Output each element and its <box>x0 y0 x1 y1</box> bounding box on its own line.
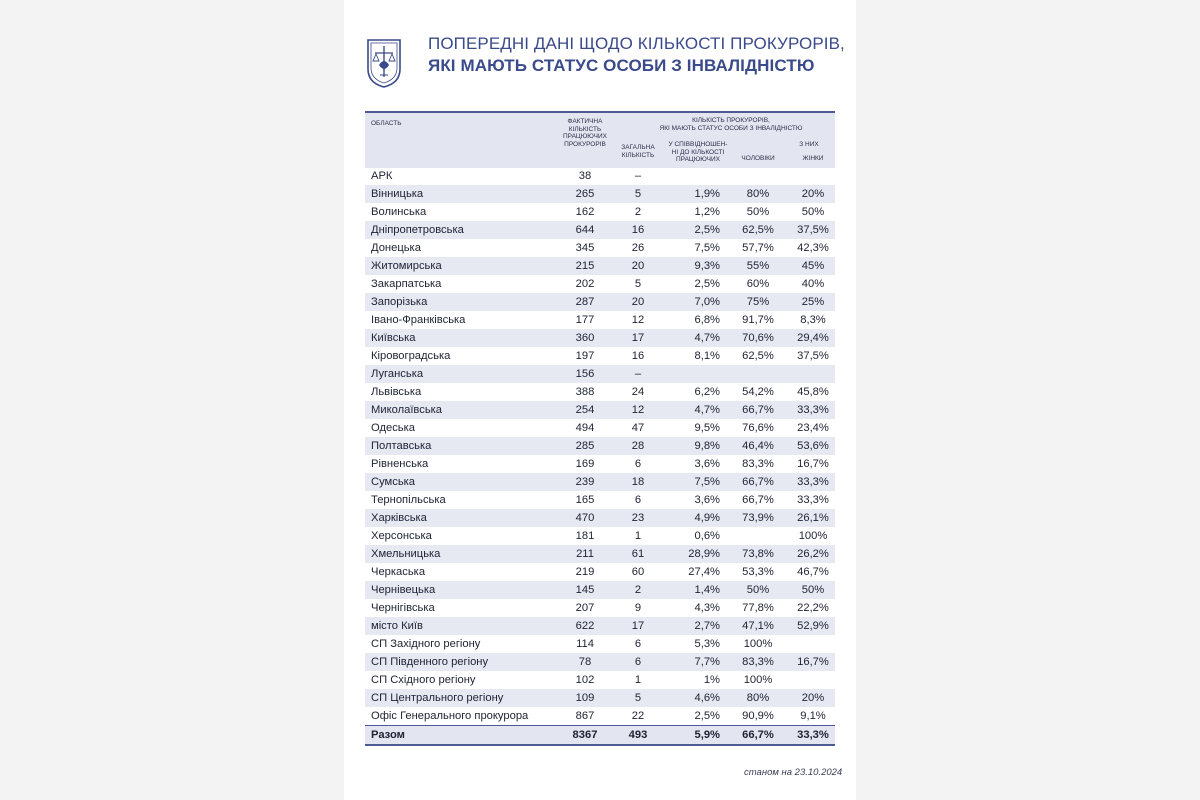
header-group <box>627 117 835 132</box>
cell-actual: 285 <box>575 440 595 452</box>
cell-name: Чернівецька <box>371 584 436 596</box>
cell-name: Житомирська <box>371 260 442 272</box>
cell-total: – <box>634 170 642 182</box>
cell-pct: 1,2% <box>694 206 720 218</box>
cell-women: 100% <box>798 530 828 542</box>
cell-actual: 102 <box>575 674 595 686</box>
table-header <box>365 111 835 168</box>
cell-name: Черкаська <box>371 566 426 578</box>
cell-name: Волинська <box>371 206 427 218</box>
cell-women: 16,7% <box>797 656 829 668</box>
cell-actual: 345 <box>575 242 595 254</box>
cell-total: 2 <box>634 584 642 596</box>
cell-actual: 239 <box>575 476 595 488</box>
cell-men: 91,7% <box>742 314 774 326</box>
cell-total: 1 <box>634 530 642 542</box>
cell-women: 37,5% <box>797 350 829 362</box>
cell-men: 80% <box>746 692 770 704</box>
header-group-line: КІЛЬКІСТЬ ПРОКУРОРІВ, <box>692 117 770 124</box>
cell-total: 6 <box>634 458 642 470</box>
cell-pct: 2,7% <box>694 620 720 632</box>
cell-total: 6 <box>634 494 642 506</box>
table-row <box>365 239 835 257</box>
cell-name: СП Східного регіону <box>371 674 476 686</box>
cell-total: – <box>634 368 642 380</box>
cell-pct: 7,7% <box>694 656 720 668</box>
table-row <box>365 707 835 725</box>
cell-pct: 6,8% <box>694 314 720 326</box>
header-region: ОБЛАСТЬ <box>371 120 402 127</box>
cell-men: 83,3% <box>742 458 774 470</box>
cell-men: 73,9% <box>742 512 774 524</box>
cell-name: Тернопільська <box>371 494 446 506</box>
cell-name: СП Центрального регіону <box>371 692 504 704</box>
cell-total: 22 <box>631 710 645 722</box>
cell-actual: 165 <box>575 494 595 506</box>
cell-men: 83,3% <box>742 656 774 668</box>
cell-women: 16,7% <box>797 458 829 470</box>
cell-actual: 265 <box>575 188 595 200</box>
header-actual-line: ПРАЦЮЮЧИХ <box>563 133 607 140</box>
cell-men: 66,7% <box>742 476 774 488</box>
cell-men: 53,3% <box>742 566 774 578</box>
cell-actual: 360 <box>575 332 595 344</box>
cell-name: Одеська <box>371 422 415 434</box>
cell-total: 16 <box>631 224 645 236</box>
cell-men: 62,5% <box>742 350 774 362</box>
cell-total: 20 <box>631 260 645 272</box>
table-row <box>365 203 835 221</box>
cell-name: Сумська <box>371 476 416 488</box>
cell-total: 5 <box>634 692 642 704</box>
header-ratio <box>665 141 731 164</box>
cell-men: 50% <box>746 584 770 596</box>
cell-actual: 114 <box>576 638 594 650</box>
page-title <box>428 33 848 77</box>
table-row <box>365 185 835 203</box>
cell-actual: 162 <box>575 206 595 218</box>
cell-name: Запорізька <box>371 296 428 308</box>
cell-men: 80% <box>746 188 770 200</box>
header-of-them: З НИХ <box>799 141 819 148</box>
cell-pct: 1,9% <box>694 188 720 200</box>
table-row <box>365 383 835 401</box>
document-sheet <box>344 0 856 800</box>
cell-women: 8,3% <box>800 314 826 326</box>
cell-actual: 156 <box>575 368 595 380</box>
table-row <box>365 167 835 185</box>
cell-pct: 7,5% <box>694 242 720 254</box>
cell-pct: 5,9% <box>694 729 720 741</box>
cell-name: Закарпатська <box>371 278 442 290</box>
cell-total: 60 <box>631 566 645 578</box>
cell-men: 66,7% <box>742 404 774 416</box>
cell-men: 70,6% <box>742 332 774 344</box>
header-actual-line: ФАКТИЧНА <box>567 118 603 125</box>
cell-pct: 1% <box>703 674 720 686</box>
cell-men: 62,5% <box>742 224 774 236</box>
cell-pct: 0,6% <box>694 530 720 542</box>
cell-name: Луганська <box>371 368 424 380</box>
table-row <box>365 311 835 329</box>
header-ratio-line: У СПІВВІДНОШЕН- <box>668 141 728 148</box>
header-ratio-line: НІ ДО КІЛЬКОСТІ <box>671 148 725 156</box>
cell-women: 33,3% <box>797 494 829 506</box>
table-row <box>365 365 835 383</box>
cell-pct: 9,8% <box>694 440 720 452</box>
cell-men: 46,4% <box>742 440 774 452</box>
cell-women: 26,2% <box>797 548 829 560</box>
header-total-line: КІЛЬКІСТЬ <box>621 151 655 159</box>
cell-total: 17 <box>631 332 645 344</box>
cell-pct: 1,4% <box>694 584 720 596</box>
header-men: ЧОЛОВІКИ <box>741 155 775 162</box>
cell-name: Івано-Франківська <box>371 314 466 326</box>
table-row <box>365 509 835 527</box>
table-row <box>365 527 835 545</box>
cell-men: 90,9% <box>742 710 774 722</box>
cell-actual: 867 <box>575 710 595 722</box>
cell-pct: 8,1% <box>694 350 720 362</box>
cell-women: 25% <box>801 296 825 308</box>
header-actual <box>553 118 617 148</box>
cell-men: 77,8% <box>742 602 774 614</box>
cell-pct: 7,0% <box>694 296 720 308</box>
cell-name: Офіс Генерального прокурора <box>371 710 529 722</box>
cell-men: 47,1% <box>742 620 774 632</box>
title-line-2: ЯКІ МАЮТЬ СТАТУС ОСОБИ З ІНВАЛІДНІСТЮ <box>428 56 815 75</box>
cell-women: 46,7% <box>797 566 829 578</box>
cell-name: Вінницька <box>371 188 424 200</box>
cell-pct: 2,5% <box>694 710 720 722</box>
cell-actual: 145 <box>575 584 595 596</box>
cell-women: 20% <box>801 188 825 200</box>
cell-total: 12 <box>631 314 645 326</box>
cell-pct: 7,5% <box>694 476 720 488</box>
header-ratio-line: ПРАЦЮЮЧИХ <box>676 156 720 163</box>
cell-total: 17 <box>631 620 645 632</box>
cell-women: 37,5% <box>797 224 829 236</box>
cell-name: Хмельницька <box>371 548 441 560</box>
cell-name: Львівська <box>371 386 422 398</box>
table-row <box>365 419 835 437</box>
cell-name: СП Південного регіону <box>371 656 489 668</box>
cell-men: 50% <box>746 206 770 218</box>
cell-pct: 9,5% <box>694 422 720 434</box>
cell-men: 54,2% <box>742 386 774 398</box>
cell-women: 40% <box>801 278 825 290</box>
cell-total: 16 <box>631 350 645 362</box>
cell-name: Рівненська <box>371 458 429 470</box>
table-row <box>365 455 835 473</box>
cell-women: 33,3% <box>797 476 829 488</box>
cell-actual: 215 <box>575 260 595 272</box>
cell-total: 12 <box>631 404 645 416</box>
cell-pct: 4,3% <box>694 602 720 614</box>
cell-women: 29,4% <box>797 332 829 344</box>
cell-men: 73,8% <box>742 548 774 560</box>
cell-name: місто Київ <box>371 620 423 632</box>
cell-actual: 197 <box>575 350 595 362</box>
cell-total: 47 <box>631 422 645 434</box>
cell-pct: 3,6% <box>694 458 720 470</box>
cell-name: Миколаївська <box>371 404 443 416</box>
cell-men: 75% <box>746 296 770 308</box>
cell-women: 45% <box>801 260 825 272</box>
cell-total: 18 <box>631 476 645 488</box>
table-row <box>365 347 835 365</box>
cell-actual: 494 <box>575 422 595 434</box>
footnote: станом на 23.10.2024 <box>744 767 843 778</box>
table-total-row <box>365 725 835 746</box>
cell-name: Кіровоградська <box>371 350 451 362</box>
cell-actual: 38 <box>578 170 592 182</box>
cell-pct: 2,5% <box>694 278 720 290</box>
cell-name: СП Західного регіону <box>371 638 481 650</box>
cell-total: 6 <box>634 656 642 668</box>
cell-pct: 9,3% <box>694 260 720 272</box>
cell-women: 9,1% <box>800 710 826 722</box>
cell-men: 57,7% <box>742 242 774 254</box>
cell-women: 53,6% <box>797 440 829 452</box>
cell-women: 33,3% <box>797 404 829 416</box>
header-actual-line: КІЛЬКІСТЬ <box>568 125 602 133</box>
cell-women: 50% <box>801 584 825 596</box>
cell-women: 50% <box>801 206 825 218</box>
table-row <box>365 635 835 653</box>
header-women: ЖІНКИ <box>802 155 824 162</box>
table-row <box>365 689 835 707</box>
cell-total: 6 <box>634 638 642 650</box>
cell-actual: 219 <box>575 566 595 578</box>
cell-name: Полтавська <box>371 440 432 452</box>
header-total <box>615 144 661 159</box>
table-row <box>365 671 835 689</box>
cell-actual: 8367 <box>572 729 598 741</box>
cell-men: 100% <box>743 674 773 686</box>
cell-men: 60% <box>746 278 770 290</box>
cell-women: 33,3% <box>797 729 829 741</box>
cell-actual: 78 <box>578 656 592 668</box>
cell-actual: 211 <box>576 548 594 560</box>
cell-total: 20 <box>631 296 645 308</box>
cell-total: 23 <box>631 512 645 524</box>
cell-men: 100% <box>743 638 773 650</box>
cell-name: Харківська <box>371 512 427 524</box>
cell-total: 493 <box>628 729 648 741</box>
cell-actual: 470 <box>575 512 595 524</box>
header-total-line: ЗАГАЛЬНА <box>621 144 655 151</box>
cell-pct: 4,9% <box>694 512 720 524</box>
cell-total: 24 <box>631 386 645 398</box>
title-line-1: ПОПЕРЕДНІ ДАНІ ЩОДО КІЛЬКОСТІ ПРОКУРОРІВ, <box>428 34 845 53</box>
table-row <box>365 473 835 491</box>
cell-name: Херсонська <box>371 530 432 542</box>
table-row <box>365 545 835 563</box>
table-row <box>365 329 835 347</box>
cell-total: 26 <box>631 242 645 254</box>
cell-actual: 169 <box>575 458 595 470</box>
header-group-line: ЯКІ МАЮТЬ СТАТУС ОСОБИ З ІНВАЛІДНІСТЮ <box>659 124 803 132</box>
cell-men: 66,7% <box>742 729 774 741</box>
cell-pct: 4,7% <box>694 404 720 416</box>
cell-actual: 109 <box>575 692 595 704</box>
cell-total: 5 <box>634 188 642 200</box>
cell-name: Разом <box>371 729 405 741</box>
cell-pct: 27,4% <box>688 566 720 578</box>
cell-women: 22,2% <box>797 602 829 614</box>
cell-actual: 287 <box>575 296 595 308</box>
table-row <box>365 275 835 293</box>
cell-pct: 28,9% <box>688 548 720 560</box>
cell-name: Дніпропетровська <box>371 224 464 236</box>
cell-name: Київська <box>371 332 416 344</box>
cell-name: АРК <box>371 170 393 182</box>
cell-actual: 177 <box>575 314 595 326</box>
cell-actual: 181 <box>575 530 595 542</box>
table-row <box>365 617 835 635</box>
cell-actual: 622 <box>575 620 595 632</box>
header-actual-line: ПРОКУРОРІВ <box>564 140 606 148</box>
cell-total: 61 <box>631 548 645 560</box>
cell-actual: 207 <box>575 602 595 614</box>
table-row <box>365 599 835 617</box>
cell-actual: 254 <box>575 404 595 416</box>
cell-pct: 4,6% <box>694 692 720 704</box>
cell-women: 42,3% <box>797 242 829 254</box>
cell-total: 28 <box>631 440 645 452</box>
cell-women: 20% <box>801 692 825 704</box>
cell-actual: 202 <box>575 278 595 290</box>
cell-actual: 644 <box>575 224 595 236</box>
cell-men: 76,6% <box>742 422 774 434</box>
cell-pct: 5,3% <box>694 638 720 650</box>
cell-total: 2 <box>634 206 642 218</box>
cell-pct: 4,7% <box>694 332 720 344</box>
cell-total: 9 <box>634 602 642 614</box>
table-row <box>365 563 835 581</box>
table-row <box>365 293 835 311</box>
table-row <box>365 581 835 599</box>
table-row <box>365 491 835 509</box>
cell-pct: 2,5% <box>694 224 720 236</box>
cell-actual: 388 <box>575 386 595 398</box>
cell-women: 23,4% <box>797 422 829 434</box>
table-body <box>365 167 835 746</box>
cell-men: 55% <box>746 260 770 272</box>
cell-pct: 6,2% <box>694 386 720 398</box>
table-row <box>365 221 835 239</box>
cell-total: 1 <box>634 674 642 686</box>
cell-name: Донецька <box>371 242 421 254</box>
cell-pct: 3,6% <box>694 494 720 506</box>
table-row <box>365 437 835 455</box>
table-row <box>365 653 835 671</box>
cell-men: 66,7% <box>742 494 774 506</box>
cell-total: 5 <box>634 278 642 290</box>
prosecutor-emblem-icon <box>365 37 403 89</box>
table-row <box>365 401 835 419</box>
table-row <box>365 257 835 275</box>
cell-women: 45,8% <box>797 386 829 398</box>
cell-women: 52,9% <box>797 620 829 632</box>
cell-name: Чернігівська <box>371 602 435 614</box>
cell-women: 26,1% <box>797 512 829 524</box>
